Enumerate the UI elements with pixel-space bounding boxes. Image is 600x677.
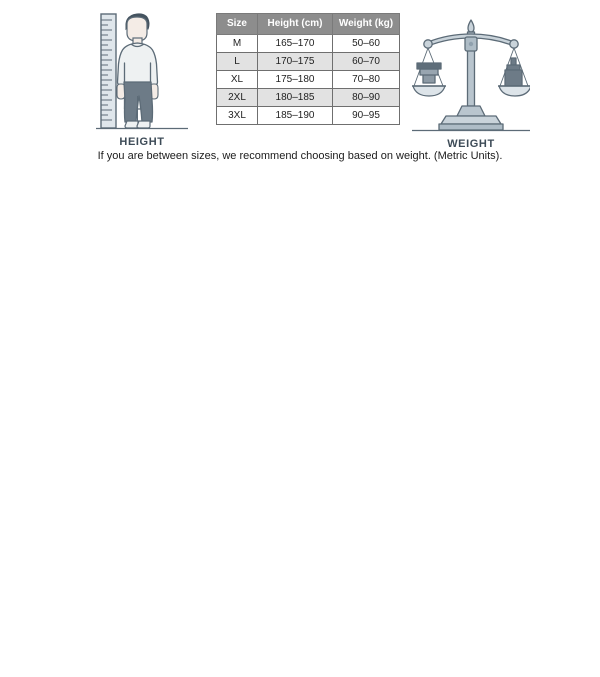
cell-size: 2XL [217, 89, 258, 107]
table-row [217, 71, 400, 89]
header-height: Height (cm) [258, 14, 333, 35]
size-table [216, 13, 400, 125]
standing-person-icon [96, 8, 188, 134]
height-panel [96, 8, 188, 146]
cell-size: XL [217, 71, 258, 89]
cell-weight: 50–60 [333, 35, 400, 53]
cell-height: 175–180 [258, 71, 333, 89]
table-row [217, 107, 400, 125]
weight-caption: WEIGHT [447, 138, 495, 150]
cell-weight: 70–80 [333, 71, 400, 89]
table-row [217, 35, 400, 53]
header-weight: Weight (kg) [333, 14, 400, 35]
header-size: Size [217, 14, 258, 35]
cell-height: 170–175 [258, 53, 333, 71]
vertical-ruler-icon [101, 14, 116, 128]
cell-weight: 90–95 [333, 107, 400, 125]
balance-scale-icon [412, 10, 530, 136]
cell-size: L [217, 53, 258, 71]
right-pan [498, 58, 530, 96]
weight-panel [412, 10, 530, 148]
cell-weight: 80–90 [333, 89, 400, 107]
size-chart-top-row [0, 8, 600, 150]
table-body [217, 35, 400, 125]
cell-height: 180–185 [258, 89, 333, 107]
cell-weight: 60–70 [333, 53, 400, 71]
table-row [217, 53, 400, 71]
cell-size: 3XL [217, 107, 258, 125]
cell-size: M [217, 35, 258, 53]
cell-height: 185–190 [258, 107, 333, 125]
table-head [217, 14, 400, 35]
person-figure [117, 14, 158, 128]
size-table-wrapper [216, 13, 394, 125]
size-chart [0, 0, 600, 190]
cell-height: 165–170 [258, 35, 333, 53]
table-row [217, 89, 400, 107]
table-header-row [217, 14, 400, 35]
size-chart-note: If you are between sizes, we recommend choosing based on weight. (Metric Units). [97, 150, 503, 162]
height-caption: HEIGHT [119, 136, 165, 148]
